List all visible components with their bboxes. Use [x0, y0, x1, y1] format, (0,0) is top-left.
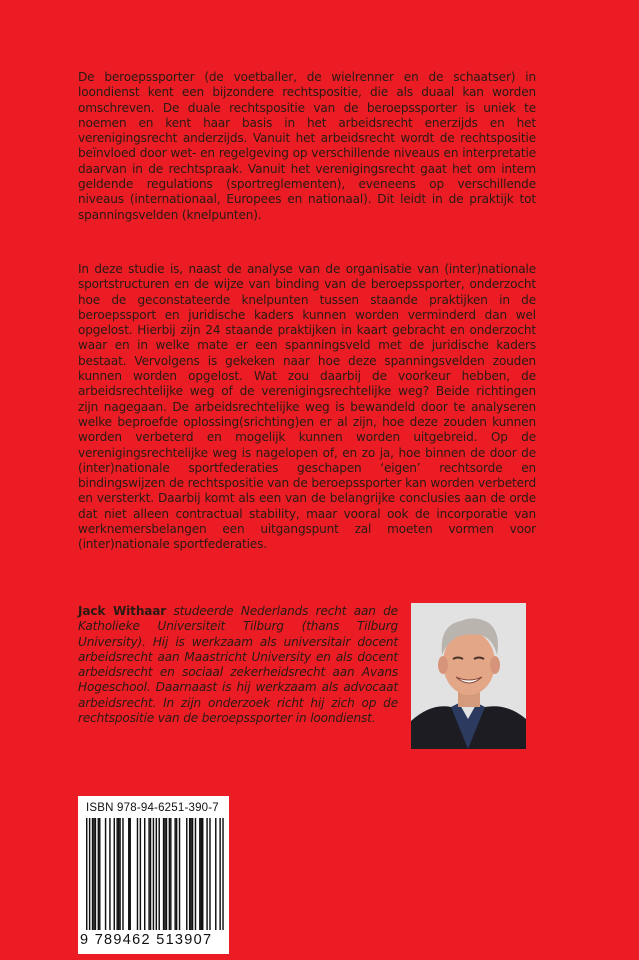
barcode-bar [169, 818, 170, 930]
isbn-label: ISBN 978-94-6251-390-7 [86, 802, 219, 814]
barcode-bar [137, 818, 138, 930]
barcode-bar [195, 818, 196, 930]
barcode-bar [99, 818, 100, 930]
barcode-bar [148, 818, 149, 930]
barcode-bar [119, 818, 120, 930]
barcode-bar [189, 818, 190, 930]
barcode-bar [199, 818, 200, 930]
barcode-bars [78, 816, 229, 934]
barcode-bar [150, 818, 151, 930]
barcode-bar [93, 818, 94, 930]
barcode-bar [186, 818, 187, 930]
barcode-bar [164, 818, 165, 930]
barcode-bar [170, 818, 171, 930]
barcode-bar [219, 818, 220, 930]
barcode-bar [140, 818, 141, 930]
barcode-bar [118, 818, 119, 930]
barcode-bar [98, 818, 99, 930]
barcode-bar [206, 818, 207, 930]
barcode-bar [130, 818, 131, 930]
barcode-bar [86, 818, 87, 930]
barcode-bar [179, 818, 180, 930]
barcode-bar [109, 818, 110, 930]
barcode-bar [201, 818, 202, 930]
barcode-bar [153, 818, 154, 930]
author-bio-text: studeerde Nederlands recht aan de Katholieke Universiteit Tilburg (thans Tilburg University). Hij is werkzaam als universitair docent arbeidsrecht aan Maastricht University en als docent arbeidsrecht en sociaal zekerheidsrecht aan Avans Hogeschool. Daarnaast is hij werkzaam als advocaat arbeidsrecht. In zijn onderzoek richt hij zich op de rechtspositie van de beroepssporter in loondienst. [78, 604, 398, 726]
barcode-bar [144, 818, 145, 930]
barcode-bar [176, 818, 177, 930]
barcode-bar [222, 818, 223, 930]
author-name: Jack Withaar [78, 604, 167, 618]
ean-digits: 9 789462 513907 [80, 932, 213, 948]
barcode-bar [159, 818, 160, 930]
barcode-bar [122, 818, 123, 930]
barcode-bar [163, 818, 164, 930]
barcode-bar [215, 818, 216, 930]
barcode-bar [128, 818, 129, 930]
author-portrait-image [411, 603, 526, 749]
barcode-bar [105, 818, 106, 930]
barcode-bar [174, 818, 175, 930]
barcode-bar [92, 818, 93, 930]
barcode-bar [190, 818, 191, 930]
isbn-barcode [78, 796, 229, 954]
author-bio [78, 604, 398, 726]
barcode-bar [114, 818, 115, 930]
barcode-bar [95, 818, 96, 930]
barcode-bar [156, 818, 157, 930]
barcode-bar [116, 818, 117, 930]
summary-paragraph-1: De beroepssporter (de voetballer, de wielrenner en de schaatser) in loondienst kent een bijzondere rechtspositie, die als duaal kan worden omschreven. De duale rechtspositie van de beroepssporter is uniek te noemen en kent haar basis in het arbeidsrecht enerzijds en het verenigingsrecht anderzijds. Vanuit het arbeidsrecht wordt de rechtspositie beïnvloed door wet- en regelgeving op verschillende niveaus en interpretatie daarvan in de rechtspraak. Vanuit het verenigingsrecht gaat het om intern geldende regulations (sportreglementen), eveneens op verschillende niveaus (internationaal, Europees en nationaal). Dit leidt in de praktijk tot spanningsvelden (knelpunten). [78, 70, 536, 222]
barcode-bar [192, 818, 193, 930]
barcode-bar [202, 818, 203, 930]
barcode-bar [89, 818, 90, 930]
barcode-bar [209, 818, 210, 930]
author-photo [411, 603, 526, 749]
barcode-bar [166, 818, 167, 930]
summary-paragraph-2: In deze studie is, naast de analyse van de organisatie van (inter)nationale sportstructuren en de wijze van binding van de beroepssporter, onderzocht hoe de geconstateerde knelpunten tussen staande praktijken in de beroepssport en juridische kaders kunnen worden verminderd dan wel opgelost. Hierbij zijn 24 staande praktijken in kaart gebracht en onderzocht waar en in welke mate er een spanningsveld met de juridische kaders bestaat. Vervolgens is gekeken naar hoe deze spanningsvelden zouden kunnen worden opgelost. Wat zou daarbij de voorkeur hebben, de arbeidsrechtelijke weg of de verenigingsrechtelijke weg? Beide richtingen zijn nagegaan. De arbeidsrechtelijke weg is bewandeld door te analyseren welke beproefde oplossing(srichting)en er al zijn, hoe deze zouden kunnen worden verbeterd en mogelijk kunnen worden uitgebreid. Op de verenigingsrechtelijke weg is nagelopen of, en zo ja, hoe binnen de door de (inter)nationale sportfederaties geschapen ‘eigen’ rechtsorde en bindingswijzen de rechtspositie van de beroepssporter kan worden verbeterd en versterkt. Daarbij komt als een van de belangrijke conclusies aan de orde dat niet alleen contractual stability, maar vooral ook de incorporatie van werknemersbelangen een uitgangspunt zal moeten vormen voor (inter)nationale sportfederaties. [78, 262, 536, 552]
